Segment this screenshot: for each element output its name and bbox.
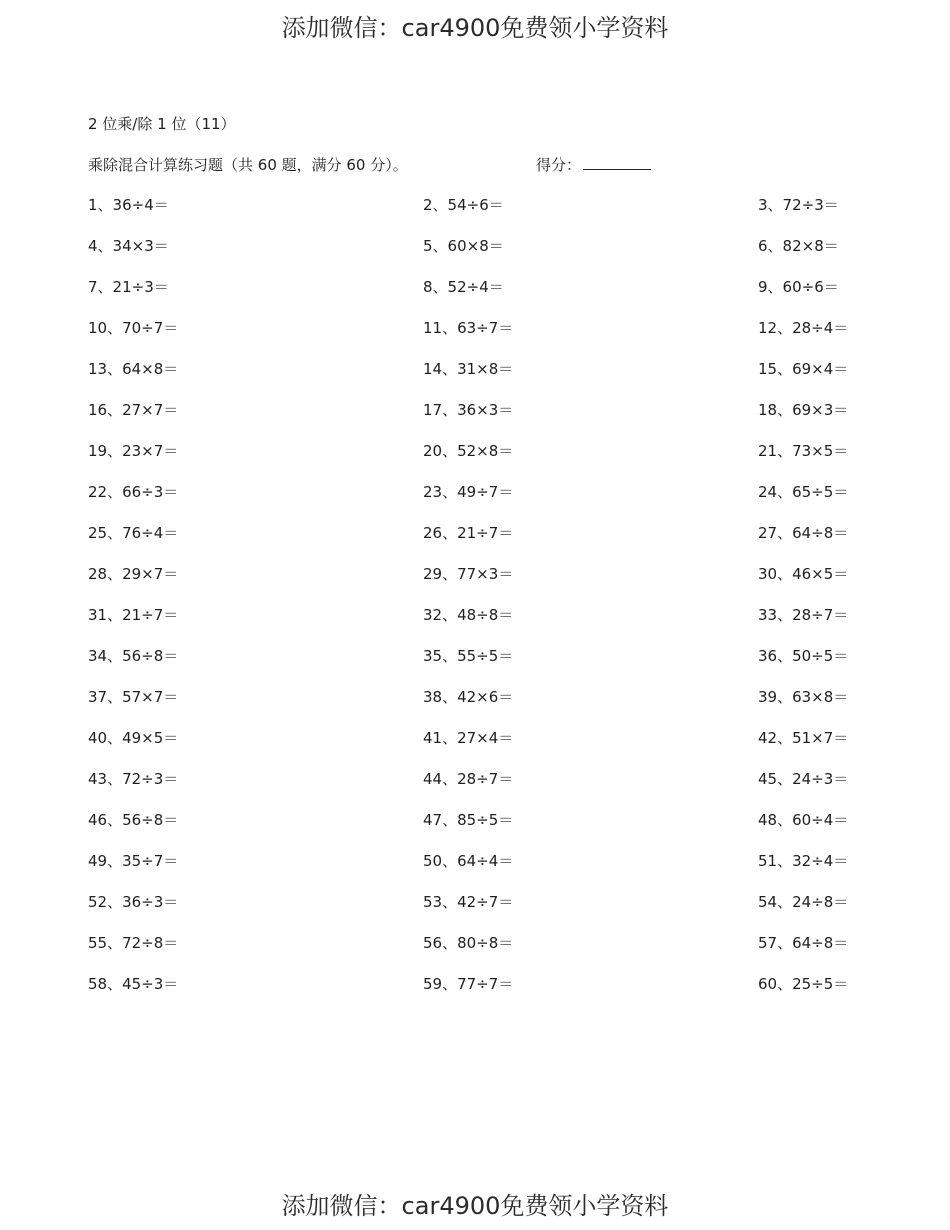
problem-grid	[88, 195, 888, 1015]
problem-item: 27、64÷8＝	[758, 524, 849, 542]
score-blank-line	[583, 155, 651, 170]
problem-item: 45、24÷3＝	[758, 770, 849, 788]
problem-item: 34、56÷8＝	[88, 647, 179, 665]
problem-item: 17、36×3＝	[423, 401, 514, 419]
problem-item: 15、69×4＝	[758, 360, 849, 378]
watermark-top: 添加微信：car4900免费领小学资料	[281, 14, 669, 42]
problem-item: 12、28÷4＝	[758, 319, 849, 337]
problem-item: 29、77×3＝	[423, 565, 514, 583]
score-label: 得分：	[536, 156, 582, 174]
problem-item: 39、63×8＝	[758, 688, 849, 706]
problem-item: 46、56÷8＝	[88, 811, 179, 829]
problem-item: 1、36÷4＝	[88, 196, 169, 214]
problem-item: 19、23×7＝	[88, 442, 179, 460]
problem-item: 4、34×3＝	[88, 237, 169, 255]
problem-item: 41、27×4＝	[423, 729, 514, 747]
problem-item: 20、52×8＝	[423, 442, 514, 460]
problem-item: 44、28÷7＝	[423, 770, 514, 788]
problem-item: 31、21÷7＝	[88, 606, 179, 624]
problem-item: 22、66÷3＝	[88, 483, 179, 501]
problem-item: 5、60×8＝	[423, 237, 504, 255]
problem-item: 10、70÷7＝	[88, 319, 179, 337]
problem-item: 60、25÷5＝	[758, 975, 849, 993]
problem-item: 56、80÷8＝	[423, 934, 514, 952]
problem-item: 52、36÷3＝	[88, 893, 179, 911]
problem-item: 21、73×5＝	[758, 442, 849, 460]
problem-item: 35、55÷5＝	[423, 647, 514, 665]
worksheet-instructions: 乘除混合计算练习题（共 60 题，满分 60 分）。	[88, 156, 408, 174]
problem-item: 8、52÷4＝	[423, 278, 504, 296]
problem-item: 50、64÷4＝	[423, 852, 514, 870]
problem-item: 38、42×6＝	[423, 688, 514, 706]
problem-item: 32、48÷8＝	[423, 606, 514, 624]
problem-item: 2、54÷6＝	[423, 196, 504, 214]
problem-item: 58、45÷3＝	[88, 975, 179, 993]
problem-item: 47、85÷5＝	[423, 811, 514, 829]
problem-item: 13、64×8＝	[88, 360, 179, 378]
problem-item: 51、32÷4＝	[758, 852, 849, 870]
problem-item: 33、28÷7＝	[758, 606, 849, 624]
problem-item: 23、49÷7＝	[423, 483, 514, 501]
problem-item: 54、24÷8＝	[758, 893, 849, 911]
problem-item: 28、29×7＝	[88, 565, 179, 583]
problem-item: 9、60÷6＝	[758, 278, 839, 296]
watermark-bottom: 添加微信：car4900免费领小学资料	[281, 1192, 669, 1220]
problem-item: 25、76÷4＝	[88, 524, 179, 542]
problem-item: 30、46×5＝	[758, 565, 849, 583]
problem-item: 53、42÷7＝	[423, 893, 514, 911]
problem-item: 43、72÷3＝	[88, 770, 179, 788]
problem-item: 26、21÷7＝	[423, 524, 514, 542]
score-field	[536, 154, 651, 175]
problem-item: 7、21÷3＝	[88, 278, 169, 296]
problem-item: 49、35÷7＝	[88, 852, 179, 870]
problem-item: 11、63÷7＝	[423, 319, 514, 337]
problem-item: 57、64÷8＝	[758, 934, 849, 952]
problem-item: 42、51×7＝	[758, 729, 849, 747]
problem-item: 16、27×7＝	[88, 401, 179, 419]
worksheet-subtitle: 2 位乘/除 1 位（11）	[88, 115, 236, 133]
problem-item: 59、77÷7＝	[423, 975, 514, 993]
problem-item: 3、72÷3＝	[758, 196, 839, 214]
problem-item: 36、50÷5＝	[758, 647, 849, 665]
problem-item: 24、65÷5＝	[758, 483, 849, 501]
problem-item: 55、72÷8＝	[88, 934, 179, 952]
problem-item: 14、31×8＝	[423, 360, 514, 378]
problem-item: 18、69×3＝	[758, 401, 849, 419]
problem-item: 48、60÷4＝	[758, 811, 849, 829]
problem-item: 6、82×8＝	[758, 237, 839, 255]
problem-item: 40、49×5＝	[88, 729, 179, 747]
problem-item: 37、57×7＝	[88, 688, 179, 706]
